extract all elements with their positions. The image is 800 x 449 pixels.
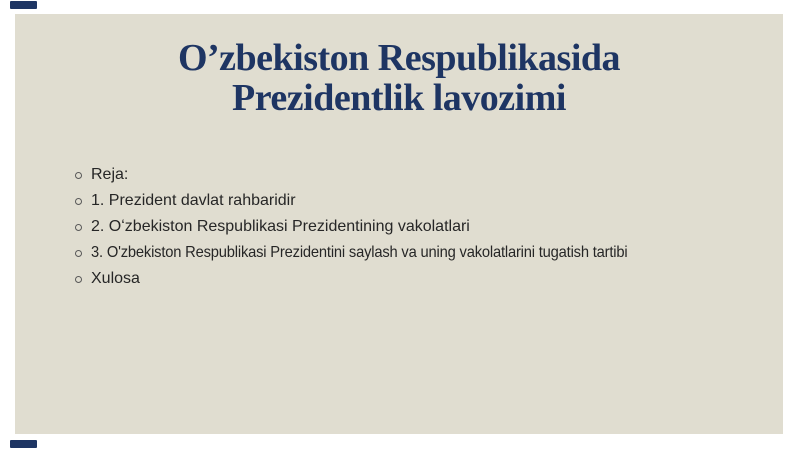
- list-item-label: Reja:: [91, 166, 129, 183]
- list-item: [75, 188, 773, 214]
- list-item: [75, 214, 773, 240]
- list-item: [75, 266, 773, 292]
- list-item: [75, 240, 773, 266]
- bullet-circle-icon: [75, 250, 82, 257]
- bullet-circle-icon: [75, 224, 82, 231]
- bullet-circle-icon: [75, 198, 82, 205]
- bullet-circle-icon: [75, 276, 82, 283]
- list-item-label: 1. Prezident davlat rahbaridir: [91, 192, 296, 209]
- corner-mark-top: [10, 1, 37, 9]
- slide-title: [15, 38, 783, 118]
- slide: [15, 14, 783, 434]
- bullet-list: [75, 162, 773, 292]
- bullet-circle-icon: [75, 172, 82, 179]
- list-item-label: 3. O'zbekiston Respublikasi Prezidentini saylash va uning vakolatlarini tugatish tartibi: [91, 244, 628, 261]
- title-line-2: Prezidentlik lavozimi: [232, 77, 566, 119]
- list-item: [75, 162, 773, 188]
- title-line-1: O’zbekiston Respublikasida: [177, 37, 621, 79]
- corner-mark-bottom: [10, 440, 37, 448]
- list-item-label: 2. Oʻzbekiston Respublikasi Prezidentining vakolatlari: [91, 218, 470, 235]
- list-item-label: Xulosa: [91, 270, 140, 287]
